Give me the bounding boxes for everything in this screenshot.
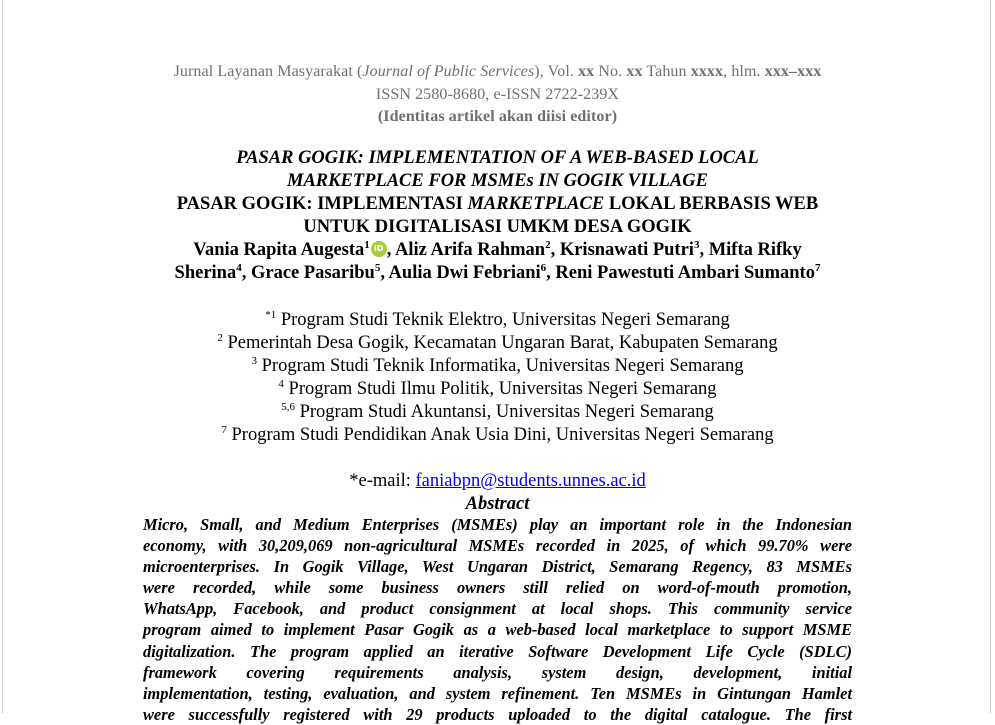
- affiliation: $^{*1}$ Program Studi Teknik Elektro, Universitas Negeri Semarang: [265, 308, 730, 330]
- abstract-line: program aimed to implement Pasar Gogik as a web-based local marketplace to support MSME: [143, 620, 852, 640]
- orcid-icon[interactable]: iD: [371, 241, 387, 257]
- author-3: , Krisnawati Putri: [550, 240, 694, 260]
- author-4: , Mifta Rifky: [699, 240, 802, 260]
- author-1: Vania Rapita Augesta: [193, 240, 365, 260]
- author-6: , Aulia Dwi Febriani: [380, 263, 541, 283]
- abstract-line: framework covering requirements analysis, system design, development, initial: [143, 662, 852, 682]
- abstract-line: digitalization. The program applied an iterative Software Development Life Cycle (SDLC): [143, 641, 852, 661]
- issn-line: ISSN 2580-8680, e-ISSN 2722-239X: [375, 86, 620, 103]
- affiliation: $^3$ Program Studi Teknik Informatika, Universitas Negeri Semarang: [251, 354, 744, 376]
- abstract-heading: Abstract: [465, 494, 530, 514]
- abstract-line: implementation, testing, evaluation, and system refinement. Ten MSMEs in Gintungan Hamlet: [143, 683, 852, 703]
- title-indonesian-line2: UNTUK DIGITALISASI UMKM DESA GOGIK: [303, 217, 692, 237]
- authors-line1: Vania Rapita Augesta$^1$ iD , Aliz Arifa Rahman$^2$, Krisnawati Putri$^3$, Mifta Rifky: [193, 238, 802, 260]
- affiliation: $^7$ Program Studi Pendidikan Anak Usia Dini, Universitas Negeri Semarang: [221, 423, 774, 445]
- author-5: , Grace Pasaribu: [241, 263, 375, 283]
- authors-line2: Sherina$^4$, Grace Pasaribu$^5$, Aulia Dwi Febriani$^6$, Reni Pawestuti Ambari Sumanto$^7$: [174, 261, 821, 283]
- abstract-line: Micro, Small, and Medium Enterprises (MSMEs) play an important role in the Indonesian: [143, 515, 852, 534]
- email-link[interactable]: faniabpn@students.unnes.ac.id: [415, 471, 646, 491]
- journal-citation-line: Jurnal Layanan Masyarakat (Journal of Public Services), Vol. xx No. xx Tahun xxxx, hlm. xxx–xxx: [173, 63, 822, 80]
- abstract-line: were recorded, while some business owners still relied on word-of-mouth promotion,: [143, 578, 852, 598]
- abstract-line: WhatsApp, Facebook, and product consignment at local shops. This community service: [143, 599, 852, 619]
- author-2: , Aliz Arifa Rahman: [386, 240, 546, 260]
- affiliation: $^{5,6}$ Program Studi Akuntansi, Universitas Negeri Semarang: [281, 400, 714, 422]
- title-english-line2: MARKETPLACE FOR MSMEs IN GOGIK VILLAGE: [287, 171, 708, 191]
- abstract-line: were successfully registered with 29 products uploaded to the digital catalogue. The first: [143, 704, 852, 724]
- email-label: *e-mail:: [349, 471, 416, 491]
- identity-note: (Identitas artikel akan diisi editor): [377, 108, 618, 125]
- title-indonesian-line1: PASAR GOGIK: IMPLEMENTASI MARKETPLACE LOKAL BERBASIS WEB: [176, 194, 819, 214]
- abstract-line: economy, with 30,209,069 non-agricultural MSMEs recorded in 2025, of which 99.70% were: [143, 536, 852, 556]
- abstract-body: [143, 514, 852, 725]
- affiliation: $^4$ Program Studi Ilmu Politik, Universitas Negeri Semarang: [278, 377, 717, 399]
- abstract-line: microenterprises. In Gogik Village, West Ungaran District, Semarang Regency, 83 MSMEs: [143, 557, 852, 577]
- email-line: [0, 471, 995, 492]
- affiliation: $^2$ Pemerintah Desa Gogik, Kecamatan Ungaran Barat, Kabupaten Semarang: [217, 331, 778, 353]
- title-english-line1: PASAR GOGIK: IMPLEMENTATION OF A WEB-BASED LOCAL: [236, 148, 759, 168]
- author-7: , Reni Pawestuti Ambari Sumanto: [546, 263, 815, 283]
